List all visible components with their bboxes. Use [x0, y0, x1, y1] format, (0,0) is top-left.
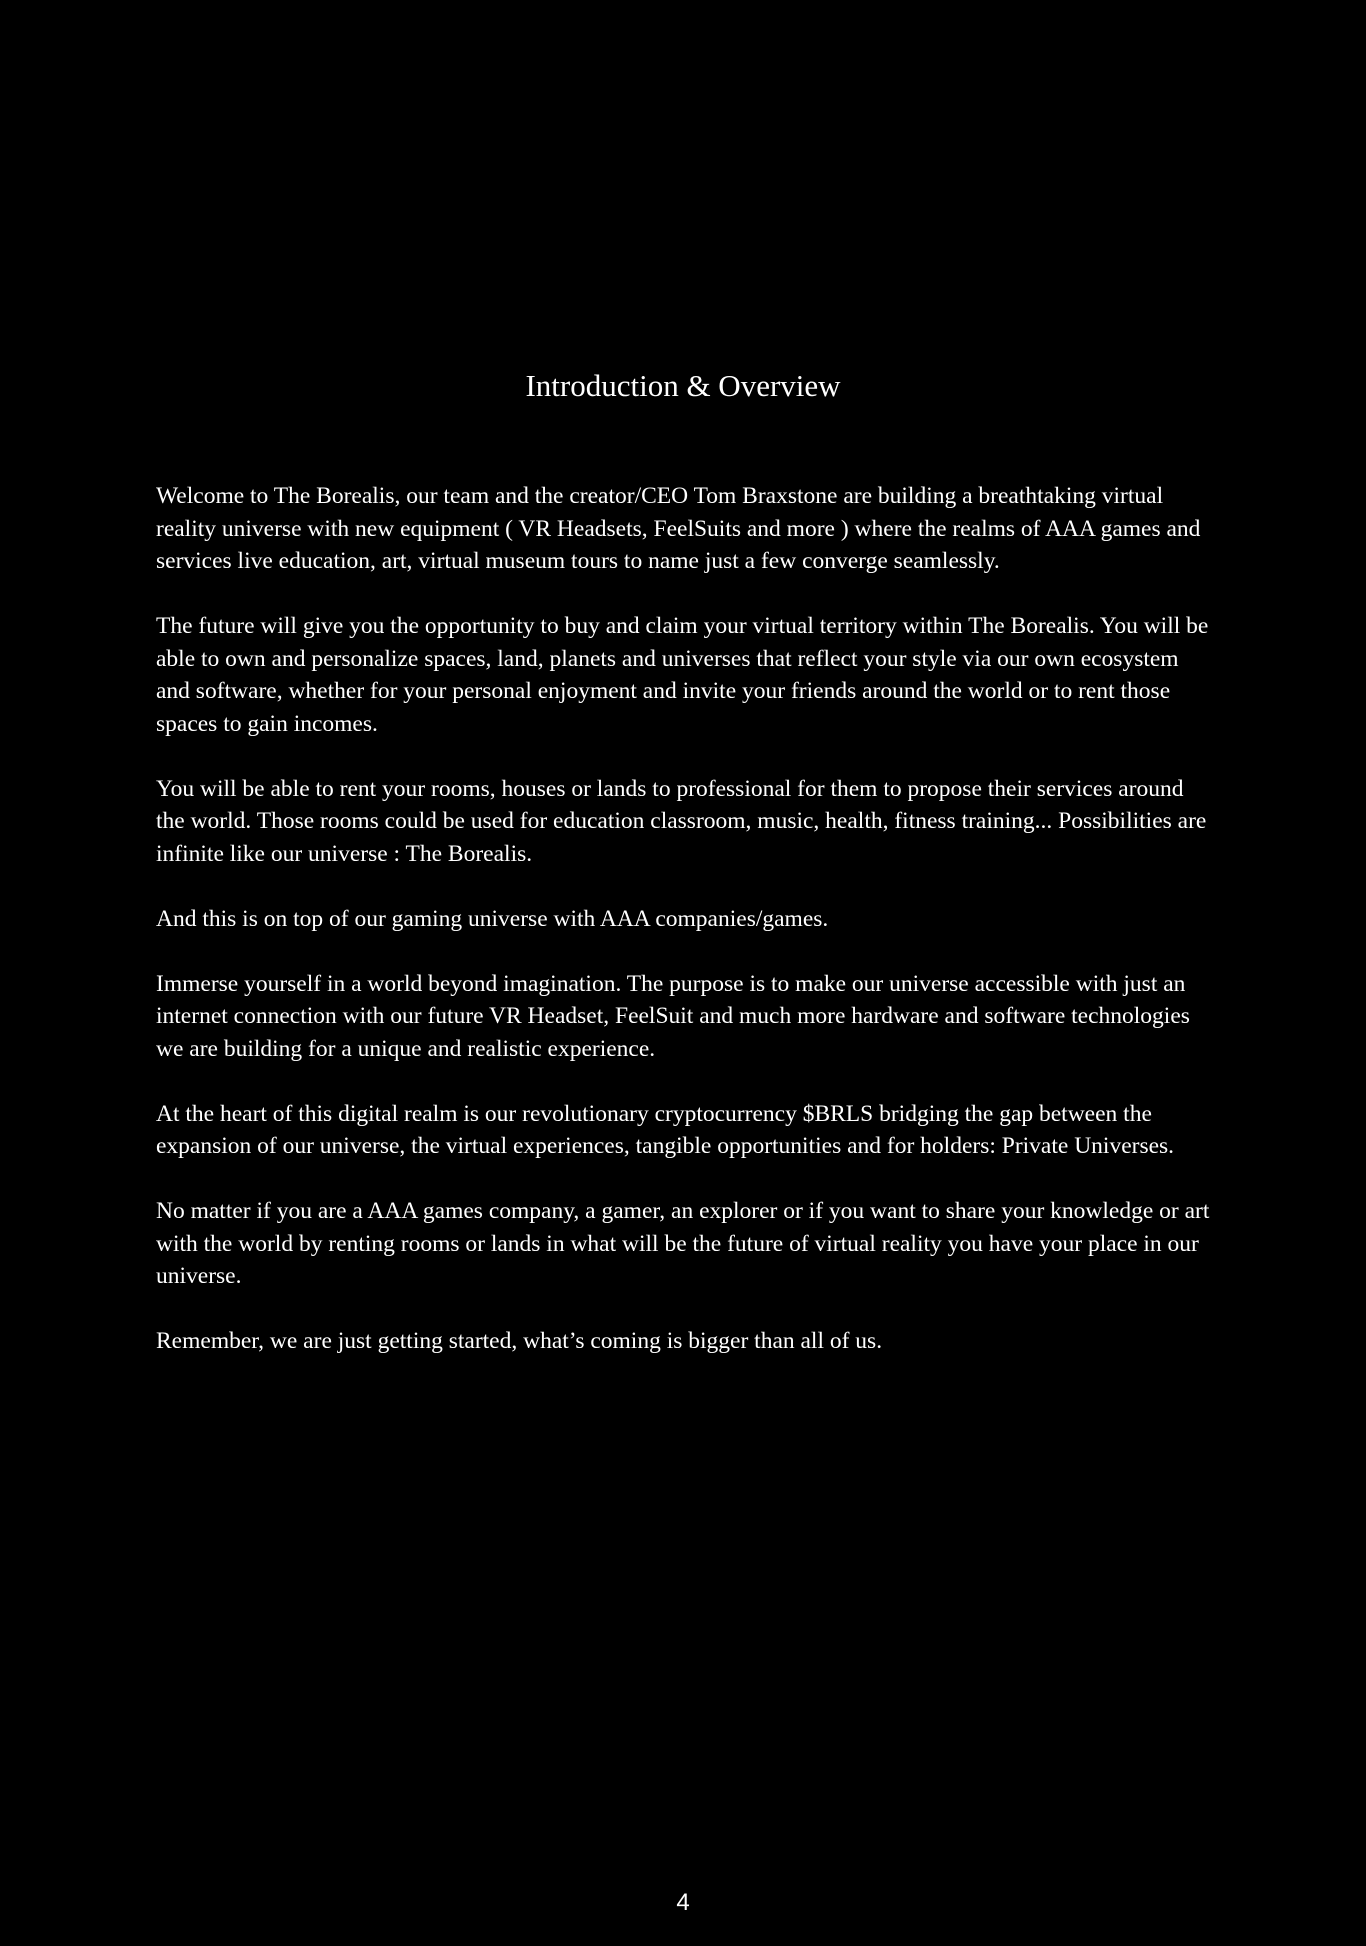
paragraph-immerse: Immerse yourself in a world beyond imagination. The purpose is to make our universe accessible with just an internet connection with our future VR Headset, FeelSuit and much more hardware and software technologies we are building for a unique and realistic experience. — [156, 970, 1190, 1062]
paragraph-virtual-territory: The future will give you the opportunity to buy and claim your virtual territory within The Borealis. You will be able to own and personalize spaces, land, planets and universes that reflect your style via our own ecosystem and software, whether for your personal enjoyment and invite your friends around the world or to rent those spaces to gain incomes. — [156, 613, 1209, 737]
paragraph-rent-rooms: You will be able to rent your rooms, houses or lands to professional for them to propose their services around the world. Those rooms could be used for education classroom, music, health, fitness training... Possibilities are infinite like our universe : The Borealis. — [156, 775, 1207, 867]
page-title: Introduction & Overview — [525, 368, 841, 403]
paragraph-gaming-universe: And this is on top of our gaming universe with AAA companies/games. — [156, 905, 829, 932]
paragraph-no-matter: No matter if you are a AAA games company, a gamer, an explorer or if you want to share your knowledge or art with the world by renting rooms or lands in what will be the future of virtual reality you have your place in our universe. — [156, 1198, 1210, 1289]
paragraph-welcome: Welcome to The Borealis, our team and the creator/CEO Tom Braxstone are building a breathtaking virtual reality universe with new equipment ( VR Headsets, FeelSuits and more ) where the realms of AAA games and services live education, art, virtual museum tours to name just a few converge seamlessly. — [156, 483, 1201, 574]
paragraph-cryptocurrency: At the heart of this digital realm is our revolutionary cryptocurrency $BRLS bridging the gap between the expansion of our universe, the virtual experiences, tangible opportunities and for holders: Private Universes. — [156, 1100, 1175, 1159]
page-number: 4 — [676, 1889, 690, 1916]
paragraph-remember: Remember, we are just getting started, what’s coming is bigger than all of us. — [156, 1328, 883, 1354]
document-body — [156, 480, 1216, 1390]
